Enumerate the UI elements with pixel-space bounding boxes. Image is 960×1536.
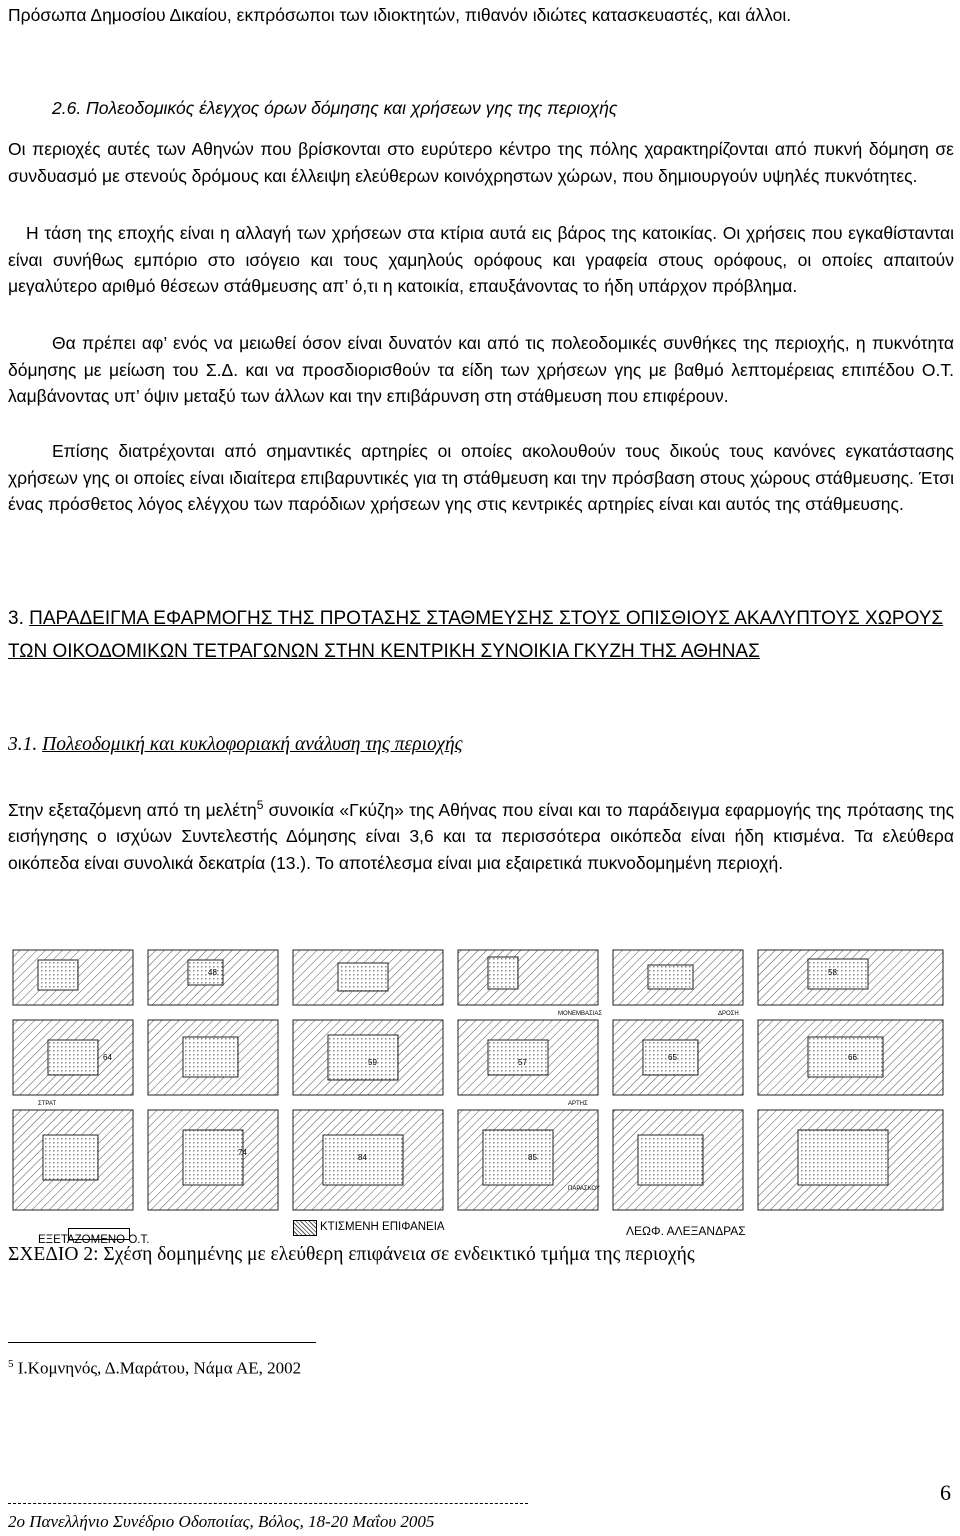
section-2-6-paragraph-1 xyxy=(8,136,954,189)
block-number: 57 xyxy=(518,1058,527,1067)
footnote-text: Ι.Κομνηνός, Δ.Μαράτου, Νάμα ΑΕ, 2002 xyxy=(13,1358,302,1378)
street-label: ΣΤΡΑΤ xyxy=(38,1101,57,1107)
block-number: 74 xyxy=(238,1148,247,1157)
street-label: ΔΡΟΣΗ xyxy=(718,1011,739,1017)
footnote xyxy=(8,1358,301,1379)
section-3-1-heading xyxy=(8,734,463,756)
street-label: ΑΡΤΗΣ xyxy=(568,1101,588,1107)
block-row-3 xyxy=(13,1110,943,1210)
map-drawing xyxy=(8,945,952,1220)
footnote-number: 5 xyxy=(8,1358,14,1370)
page-number: 6 xyxy=(940,1480,951,1505)
block-number: 85 xyxy=(528,1153,537,1162)
paragraph-text: Οι περιοχές αυτές των Αθηνών που βρίσκονται στο ευρύτερο κέντρο της πόλης χαρακτηρίζονται από πυκνή δόμηση σε συνδυασμό με στενούς δρόμους και έλλειψη ελεύθερων κοινόχρηστων χώρων, που δημιουργούν υψηλές πυκνότητες. xyxy=(8,139,954,186)
paragraph-text: Επίσης διατρέχονται από σημαντικές αρτηρίες οι οποίες ακολουθούν τους δικούς τους κανόνες εγκατάστασης χρήσεων γης οι οποίες είναι ιδιαίτερα επιβαρυντικές για τη στάθμευση και την πρόσβαση στους χώρους στάθμευσης. Έτσι ένας πρόσθετος λόγος ελέγχου των παρόδιων χρήσεων γης στις κεντρικές αρτηρίες είναι και αυτός της στάθμευσης. xyxy=(8,441,954,514)
section-3-heading xyxy=(8,602,954,668)
street-label: ΠΑΡΑΣΚΟΥ xyxy=(568,1186,600,1192)
legend-built-swatch xyxy=(293,1220,317,1236)
section-2-6-paragraph-3 xyxy=(8,330,954,410)
footnote-reference[interactable]: 5 xyxy=(256,798,264,812)
legend-avenue-label: ΛΕΩΦ. ΑΛΕΞΑΝΔΡΑΣ xyxy=(626,1224,746,1238)
section-3-number: 3. xyxy=(8,608,24,629)
block-row-1 xyxy=(13,950,943,1005)
section-2-6-paragraph-2 xyxy=(8,220,954,300)
legend-built-label: ΚΤΙΣΜΕΝΗ ΕΠΙΦΑΝΕΙΑ xyxy=(320,1221,445,1233)
footer-conference: 2ο Πανελλήνιο Συνέδριο Οδοποιίας, Βόλος, 18-20 Μαΐου 2005 xyxy=(8,1512,435,1531)
footer-separator xyxy=(8,1503,528,1504)
block-number: 66 xyxy=(848,1053,857,1062)
footnote-separator xyxy=(8,1342,316,1343)
legend-examined-label: ΕΞΕΤΑΖΟΜΕΝΟ Ο.Τ. xyxy=(38,1234,150,1246)
block-number: 65 xyxy=(668,1053,677,1062)
block-row-2 xyxy=(13,1020,943,1095)
section-3-1-paragraph xyxy=(8,792,954,876)
block-number: 59 xyxy=(368,1058,377,1067)
section-3-1-title: Πολεοδομική και κυκλοφοριακή ανάλυση της περιοχής xyxy=(42,734,463,755)
urban-block-map xyxy=(8,945,952,1220)
continuation-text: Πρόσωπα Δημοσίου Δικαίου, εκπρόσωποι των ιδιοκτητών, πιθανόν ιδιώτες κατασκευαστές, και άλλοι. xyxy=(8,5,792,25)
paragraph-text: Στην εξεταζόμενη από τη μελέτη xyxy=(8,799,257,820)
street-label: ΜΟΝΕΜΒΑΣΙΑΣ xyxy=(558,1011,603,1017)
paragraph-text: Θα πρέπει αφ’ ενός να μειωθεί όσον είναι δυνατόν και από τις πολεοδομικές συνθήκες της περιοχής, η πυκνότητα δόμησης με μείωση του Σ.Δ. και να προσδιορισθούν τα είδη των χρήσεων γης με βαθμό λεπτομέρειας επιπέδου Ο.Τ. λαμβάνοντας υπ’ όψιν μεταξύ των άλλων και την επιβάρυνση στη στάθμευση που επιφέρουν. xyxy=(8,333,954,406)
section-2-6-paragraph-4 xyxy=(8,438,954,518)
block-number: 58 xyxy=(828,968,837,977)
section-3-title: ΠΑΡΑΔΕΙΓΜΑ ΕΦΑΡΜΟΓΗΣ ΤΗΣ ΠΡΟΤΑΣΗΣ ΣΤΑΘΜΕΥΣΗΣ ΣΤΟΥΣ ΟΠΙΣΘΙΟΥΣ ΑΚΑΛΥΠΤΟΥΣ ΧΩΡΟΥΣ ΤΩΝ ΟΙΚΟΔΟΜΙΚΩΝ ΤΕΤΡΑΓΩΝΩΝ ΣΤΗΝ ΚΕΝΤΡΙΚΗ ΣΥΝΟΙΚΙΑ ΓΚΥΖΗ ΤΗΣ ΑΘΗΝΑΣ xyxy=(8,608,944,662)
figure-caption: ΣΧΕΔΙΟ 2: Σχέση δομημένης με ελεύθερη επιφάνεια σε ενδεικτικό τμήμα της περιοχής xyxy=(8,1244,695,1265)
paragraph-text: Η τάση της εποχής είναι η αλλαγή των χρήσεων στα κτίρια αυτά εις βάρος της κατοικίας. Οι χρήσεις που εγκαθίστανται είναι συνήθως εμπόριο στο ισόγειο και τους χαμηλούς ορόφους και γραφεία στους ορόφους, οι οποίες απαιτούν μεγαλύτερο αριθμό θέσεων στάθμευσης απ’ ό,τι η κατοικία, επαυξάνοντας το ήδη υπάρχον πρόβλημα. xyxy=(8,223,954,296)
block-number: 84 xyxy=(358,1153,367,1162)
section-3-1-number: 3.1. xyxy=(8,734,38,755)
continuation-paragraph xyxy=(8,2,954,29)
block-number: 64 xyxy=(103,1053,112,1062)
paragraph-text: συνοικία «Γκύζη» της Αθήνας που είναι και το παράδειγμα εφαρμογής της πρότασης της εισήγησης ο ισχύων Συντελεστής Δόμησης είναι 3,6 και τα περισσότερα οικόπεδα είναι ήδη κτισμένα. Τα ελεύθερα οικόπεδα είναι συνολικά δεκατρία (13.). Το αποτέλεσμα είναι μια εξαιρετικά πυκνοδομημένη περιοχή. xyxy=(8,799,954,873)
section-2-6-title: 2.6. Πολεοδομικός έλεγχος όρων δόμησης και χρήσεων γης της περιοχής xyxy=(52,98,618,118)
block-number: 48 xyxy=(208,968,217,977)
